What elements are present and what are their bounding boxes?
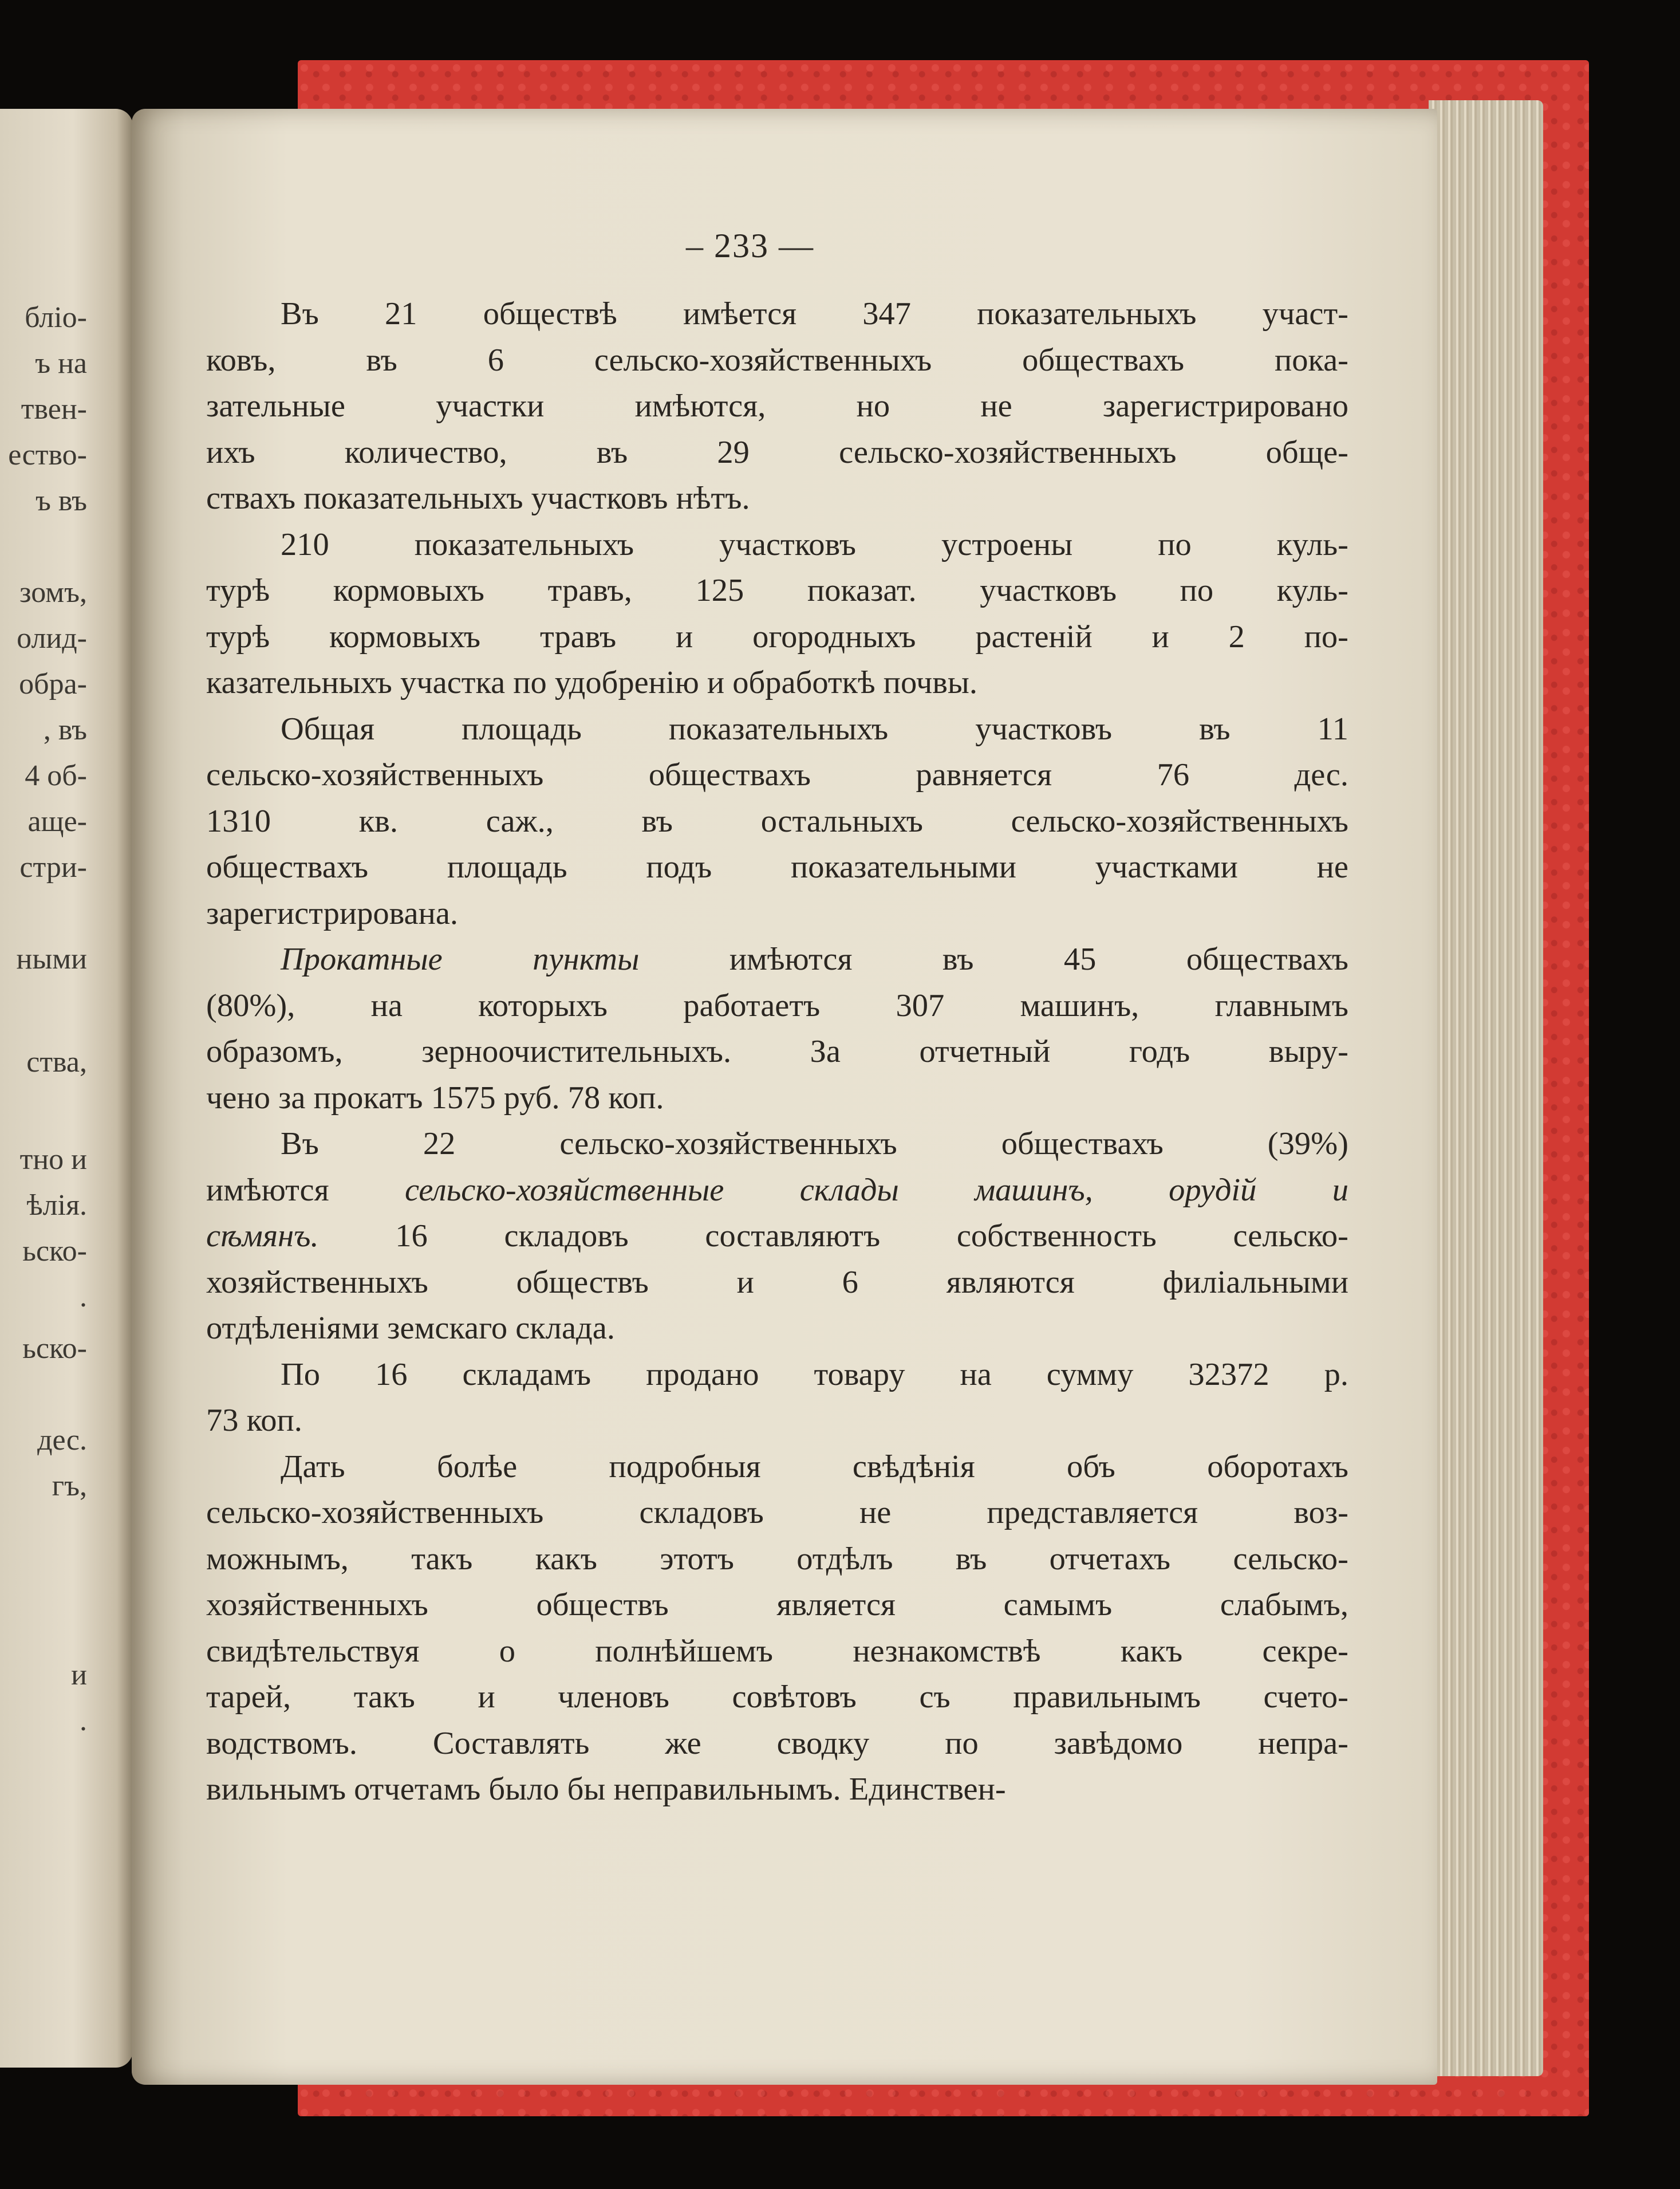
text-run: 16 складовъ составляютъ собственность сельско- (318, 1218, 1348, 1254)
left-page-line: тно и (19, 1143, 87, 1176)
text-run: имѣются въ 45 обществахъ (639, 942, 1348, 977)
text-run: отдѣленіями земскаго склада. (206, 1310, 615, 1346)
text-run: образомъ, зерноочистительныхъ. За отчетный годъ выру- (206, 1034, 1348, 1069)
text-run: имѣются (206, 1172, 405, 1208)
left-page-line: ьско- (22, 1332, 87, 1365)
text-line: обществахъ площадь подъ показательными участками не (206, 849, 1348, 885)
left-page-line: зомъ, (19, 576, 87, 609)
text-line: По 16 складамъ продано товару на сумму 32372 р. (281, 1356, 1348, 1392)
left-page-line: обра- (19, 668, 87, 700)
left-page-line: стри- (19, 851, 87, 884)
text-line: вильнымъ отчетамъ было бы неправильнымъ. Единствен- (206, 1771, 1006, 1807)
text-line: можнымъ, такъ какъ этотъ отдѣлъ въ отчетахъ сельско- (206, 1541, 1348, 1577)
text-line (206, 983, 1348, 1029)
text-line (206, 1167, 1348, 1214)
left-page-line: . (80, 1281, 87, 1313)
text-line (206, 1029, 1348, 1075)
italic-term: Прокатные пункты (281, 942, 640, 977)
left-page-line: ъ на (35, 347, 87, 380)
left-page-line: твен- (21, 393, 87, 426)
italic-term: сельско-хозяйственные склады машинъ, орудій и (404, 1172, 1348, 1208)
left-page-line: , въ (43, 714, 87, 746)
left-page (0, 109, 133, 2068)
text-line: Дать болѣе подробныя свѣдѣнія объ оборотахъ (281, 1448, 1348, 1485)
left-page-line: . (80, 1704, 87, 1737)
text-line: 73 коп. (206, 1403, 302, 1438)
text-line: турѣ кормовыхъ травъ и огородныхъ растеній и 2 по- (206, 619, 1348, 655)
text-line: 210 показательныхъ участковъ устроены по куль- (281, 526, 1348, 562)
text-line: Въ 21 обществѣ имѣется 347 показательныхъ участ- (281, 296, 1348, 332)
left-page-line: ства, (26, 1046, 87, 1078)
left-page-line: ьско- (22, 1235, 87, 1267)
page-number: – 233 — (686, 227, 814, 265)
text-line: турѣ кормовыхъ травъ, 125 показат. участковъ по куль- (206, 573, 1348, 608)
text-line (206, 1075, 1348, 1121)
text-run: чено за прокатъ 1575 руб. 78 коп. (206, 1080, 664, 1116)
text-line (206, 1305, 1348, 1352)
text-line: тарей, такъ и членовъ совѣтовъ съ правильнымъ счето- (206, 1679, 1348, 1715)
left-page-line: олид- (17, 622, 87, 655)
text-line: свидѣтельствуя о полнѣйшемъ незнакомствѣ какъ секре- (206, 1633, 1348, 1669)
text-run: хозяйственныхъ обществъ и 6 являются филіальными (206, 1264, 1348, 1300)
left-page-line: и (71, 1659, 87, 1691)
left-page-line: 4 об- (25, 759, 87, 792)
text-line: казательныхъ участка по удобренію и обработкѣ почвы. (206, 665, 978, 700)
text-line: сельско-хозяйственныхъ обществахъ равняется 76 дес. (206, 757, 1348, 793)
left-page-line: ъ въ (35, 485, 87, 517)
text-line: зательные участки имѣются, но не зарегистрировано (206, 388, 1348, 424)
left-page-line: ество- (8, 439, 87, 471)
body-text (206, 291, 1348, 1813)
text-line: зарегистрирована. (206, 895, 459, 931)
text-line (206, 1213, 1348, 1259)
text-line (206, 1121, 1348, 1167)
text-run: (80%), на которыхъ работаетъ 307 машинъ, главнымъ (206, 987, 1348, 1023)
italic-term: сѣмянъ. (206, 1218, 319, 1254)
text-line (206, 936, 1348, 983)
left-page-line: ѣлія. (26, 1189, 87, 1222)
text-line: ихъ количество, въ 29 сельско-хозяйственныхъ обще- (206, 434, 1348, 470)
right-page (132, 109, 1437, 2085)
left-page-line: гъ, (52, 1470, 87, 1502)
text-line: сельско-хозяйственныхъ складовъ не представляется воз- (206, 1495, 1348, 1530)
left-page-line: ными (16, 943, 87, 975)
text-line: ствахъ показательныхъ участковъ нѣтъ. (206, 481, 750, 516)
text-line: хозяйственныхъ обществъ является самымъ слабымъ, (206, 1587, 1348, 1623)
text-line: ковъ, въ 6 сельско-хозяйственныхъ обществахъ пока- (206, 342, 1348, 378)
text-line: водствомъ. Составлять же сводку по завѣдомо непра- (206, 1725, 1348, 1761)
left-page-line: бліо- (25, 301, 87, 334)
text-run: Въ 22 сельско-хозяйственныхъ обществахъ (39%) (281, 1126, 1348, 1162)
text-line: 1310 кв. саж., въ остальныхъ сельско-хозяйственныхъ (206, 803, 1348, 839)
page-edges (1429, 100, 1543, 2076)
left-page-line: аще- (27, 805, 87, 838)
text-line: Общая площадь показательныхъ участковъ въ 11 (281, 711, 1348, 747)
left-page-line: дес. (37, 1424, 87, 1456)
text-line (206, 1259, 1348, 1306)
